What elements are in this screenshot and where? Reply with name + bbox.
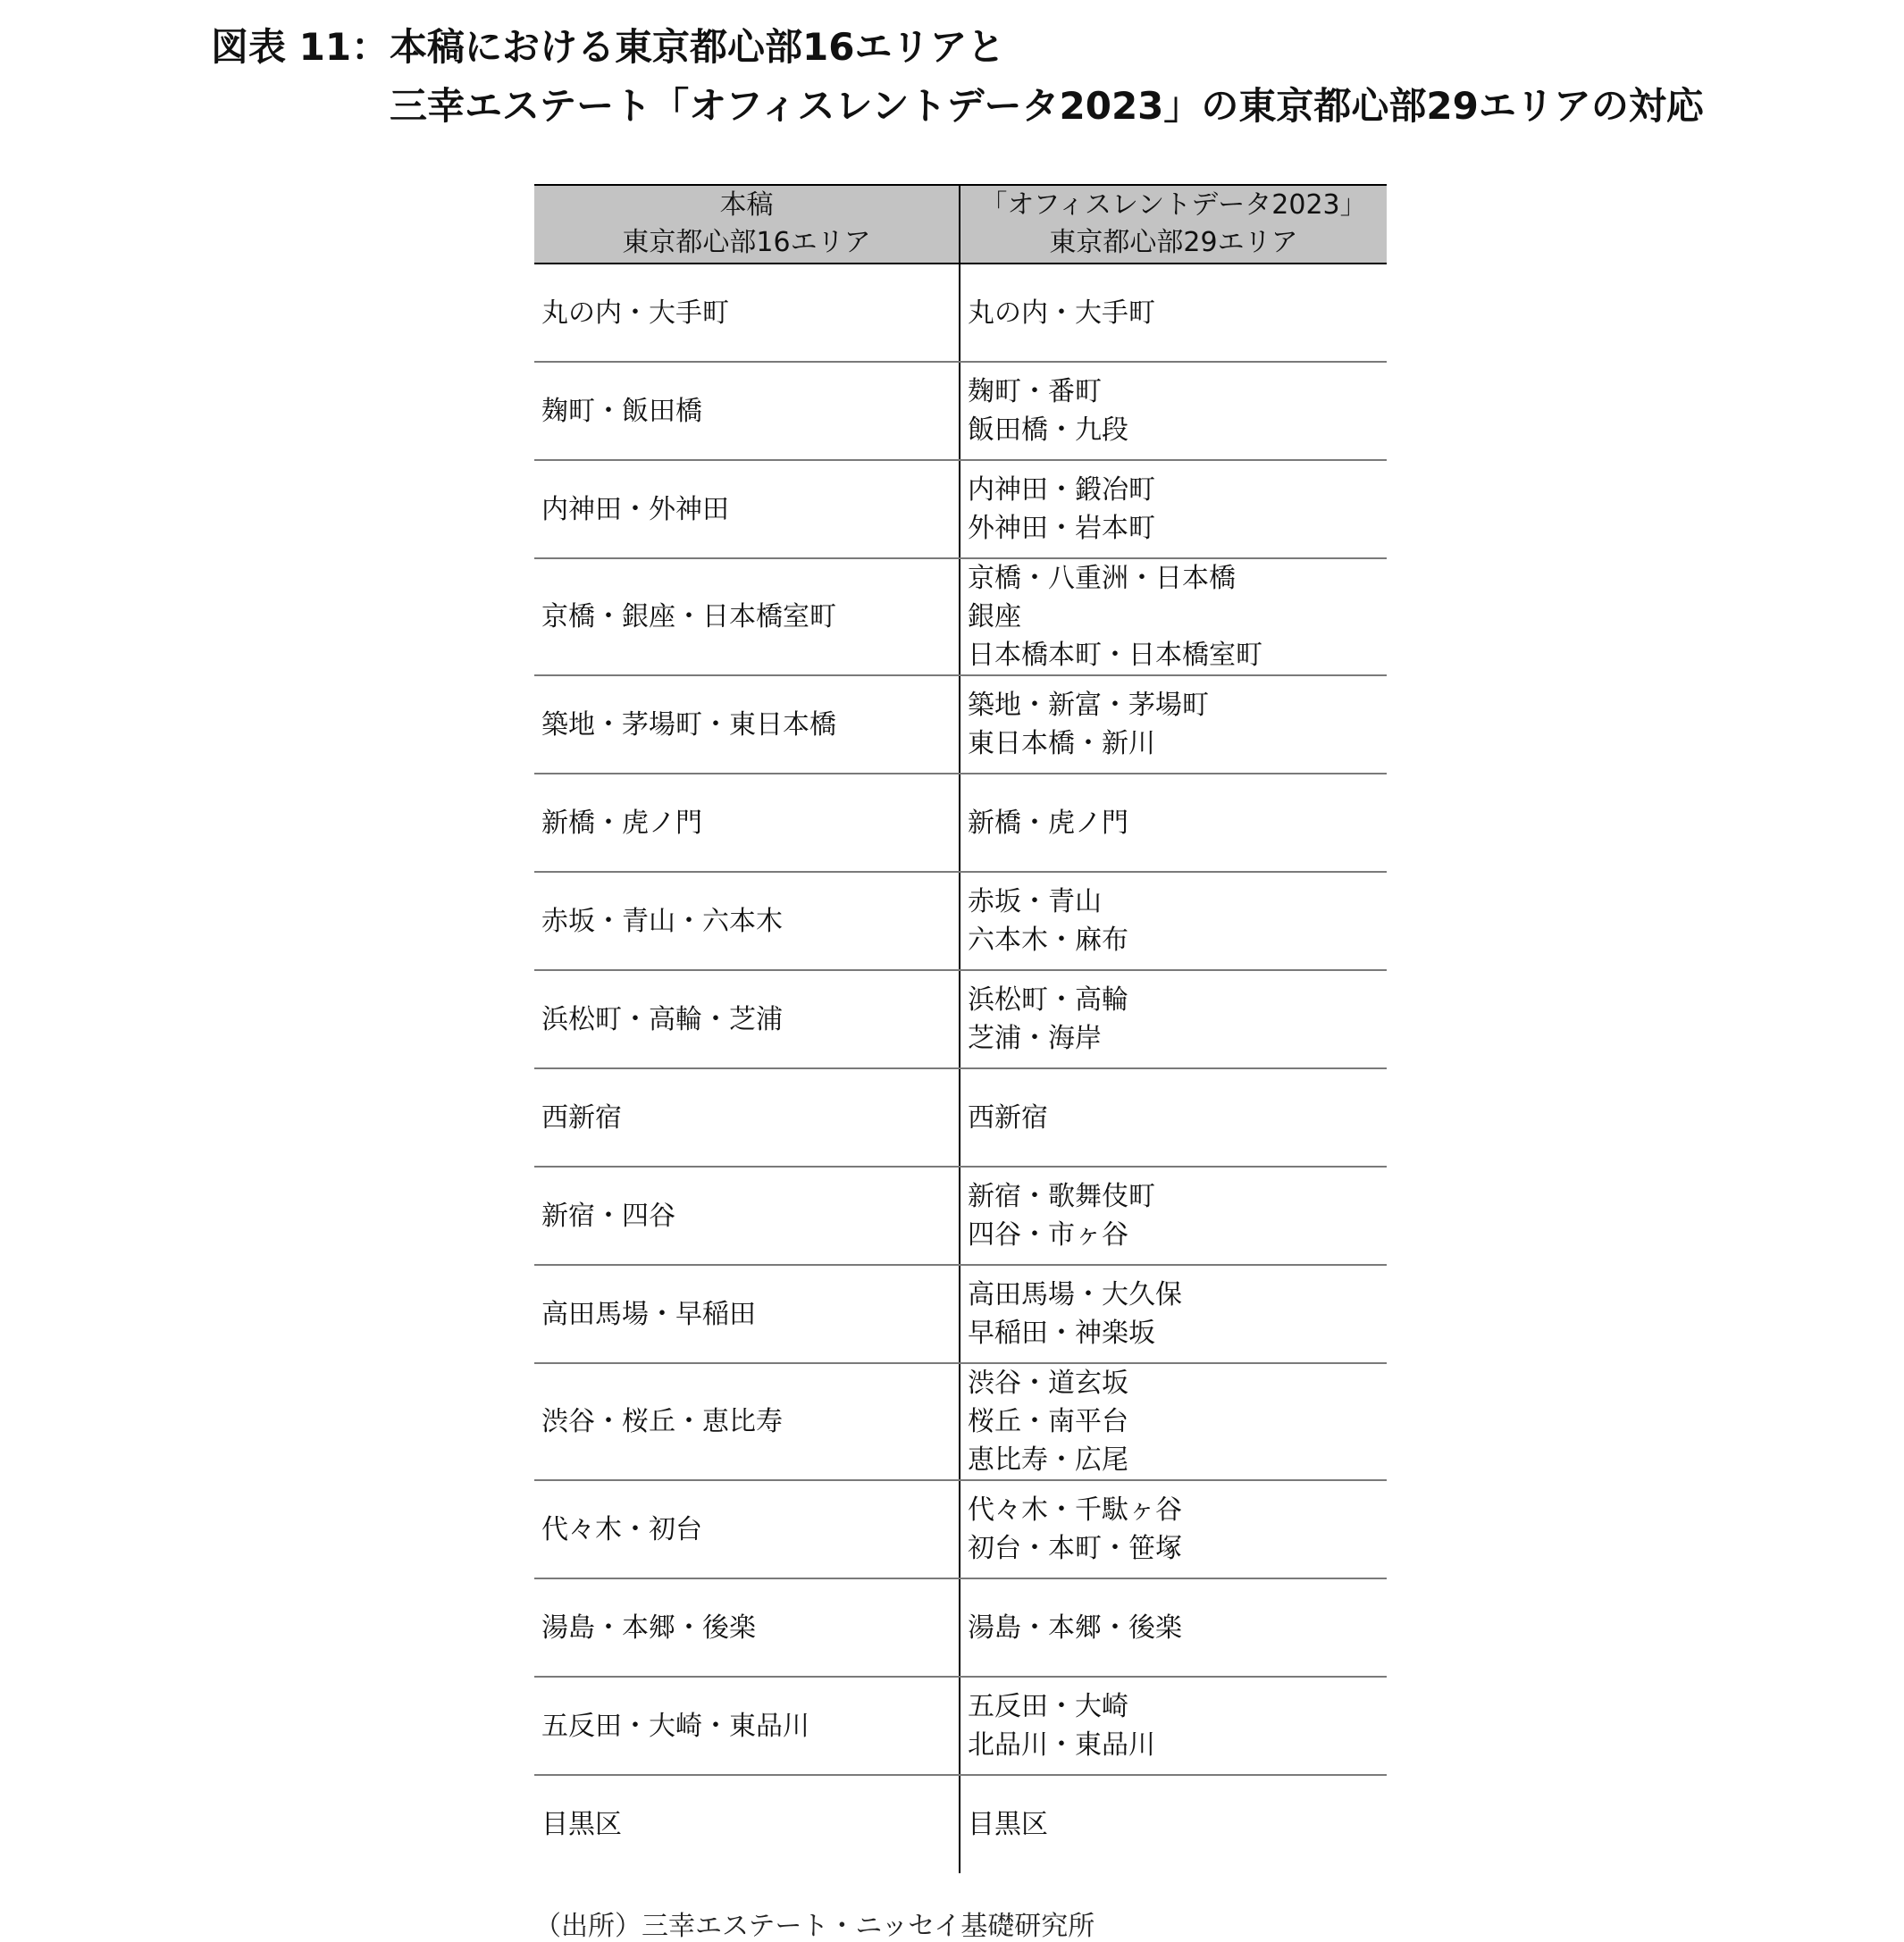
area29-line: 築地・新富・茅場町: [968, 690, 1209, 721]
table-row: [534, 872, 1387, 970]
cell-area29: [960, 1167, 1387, 1265]
area29-line: 新橋・虎ノ門: [968, 807, 1128, 839]
cell-area16: 赤坂・青山・六本木: [534, 872, 960, 970]
area29-line: 桜丘・南平台: [968, 1406, 1128, 1437]
area29-line: 新宿・歌舞伎町: [968, 1181, 1155, 1212]
table-row: [534, 264, 1387, 362]
area29-line: 日本橋本町・日本橋室町: [968, 640, 1262, 671]
header-area16: [534, 185, 960, 264]
cell-area16: 新宿・四谷: [534, 1167, 960, 1265]
table-row: [534, 774, 1387, 872]
table-row: [534, 1167, 1387, 1265]
title-text-2: 三幸エステート「オフィスレントデータ2023」の東京都心部29エリアの対応: [390, 84, 1704, 128]
area29-line: 恵比寿・広尾: [968, 1444, 1128, 1476]
table-row: [534, 1775, 1387, 1873]
area29-line: 赤坂・青山: [968, 886, 1102, 917]
table-row: [534, 1363, 1387, 1480]
figure-title: [211, 18, 1704, 136]
cell-area16: 内神田・外神田: [534, 460, 960, 558]
cell-area16: 浜松町・高輪・芝浦: [534, 970, 960, 1068]
cell-area16: 新橋・虎ノ門: [534, 774, 960, 872]
area29-line: 銀座: [968, 601, 1021, 632]
cell-area16: 湯島・本郷・後楽: [534, 1578, 960, 1677]
table-row: [534, 1265, 1387, 1363]
area29-line: 代々木・千駄ヶ谷: [968, 1494, 1182, 1526]
area29-line: 芝浦・海岸: [968, 1023, 1102, 1054]
area29-line: 外神田・岩本町: [968, 513, 1155, 544]
table-row: [534, 460, 1387, 558]
cell-area29: [960, 1265, 1387, 1363]
cell-area29: [960, 872, 1387, 970]
table-row: [534, 1677, 1387, 1775]
cell-area16: 渋谷・桜丘・恵比寿: [534, 1363, 960, 1480]
table-row: [534, 1578, 1387, 1677]
cell-area29: [960, 264, 1387, 362]
cell-area29: [960, 362, 1387, 460]
area29-line: 五反田・大崎: [968, 1691, 1128, 1722]
cell-area16: 丸の内・大手町: [534, 264, 960, 362]
area29-line: 湯島・本郷・後楽: [968, 1611, 1182, 1644]
area29-line: 丸の内・大手町: [968, 297, 1155, 329]
area29-line: 飯田橋・九段: [968, 414, 1128, 446]
cell-area29: [960, 970, 1387, 1068]
cell-area16: 麹町・飯田橋: [534, 362, 960, 460]
header-area16-line-2: 東京都心部16エリア: [622, 227, 871, 258]
title-text-1: 本稿における東京都心部16エリアと: [390, 25, 1005, 69]
cell-area29: [960, 1068, 1387, 1167]
area29-line: 京橋・八重洲・日本橋: [968, 563, 1236, 594]
area29-line: 東日本橋・新川: [968, 728, 1155, 759]
header-area29: [960, 185, 1387, 264]
table-row: [534, 558, 1387, 675]
cell-area29: [960, 558, 1387, 675]
area29-line: 内神田・鍛冶町: [968, 474, 1155, 506]
header-row: [534, 185, 1387, 264]
cell-area29: [960, 1677, 1387, 1775]
table-row: [534, 675, 1387, 774]
cell-area29: [960, 1775, 1387, 1873]
cell-area16: 目黒区: [534, 1775, 960, 1873]
area29-line: 初台・本町・笹塚: [968, 1533, 1182, 1564]
header-area16-line-1: 本稿: [719, 189, 774, 221]
area29-line: 麹町・番町: [968, 376, 1102, 407]
cell-area29: [960, 1578, 1387, 1677]
area-mapping-table: [534, 184, 1387, 1873]
area29-line: 北品川・東品川: [968, 1729, 1155, 1761]
table-row: [534, 362, 1387, 460]
cell-area29: [960, 1480, 1387, 1578]
table-row: [534, 1068, 1387, 1167]
table-row: [534, 1480, 1387, 1578]
header-area29-line-2: 東京都心部29エリア: [1049, 227, 1298, 258]
cell-area16: 京橋・銀座・日本橋室町: [534, 558, 960, 675]
cell-area16: 築地・茅場町・東日本橋: [534, 675, 960, 774]
source-note: （出所）三幸エステート・ニッセイ基礎研究所: [534, 1911, 1095, 1942]
cell-area16: 西新宿: [534, 1068, 960, 1167]
cell-area29: [960, 1363, 1387, 1480]
title-line-2: [211, 77, 1704, 136]
area29-line: 西新宿: [968, 1101, 1048, 1134]
cell-area16: 高田馬場・早稲田: [534, 1265, 960, 1363]
figure-number: 図表 11：: [211, 25, 390, 69]
cell-area29: [960, 460, 1387, 558]
area29-line: 早稲田・神楽坂: [968, 1318, 1155, 1349]
area29-line: 四谷・市ヶ谷: [968, 1219, 1128, 1251]
table-body: [534, 264, 1387, 1873]
cell-area29: [960, 774, 1387, 872]
area29-line: 六本木・麻布: [968, 925, 1128, 956]
header-area29-line-1: 「オフィスレントデータ2023」: [980, 189, 1367, 221]
cell-area29: [960, 675, 1387, 774]
cell-area16: 五反田・大崎・東品川: [534, 1677, 960, 1775]
area29-line: 目黒区: [968, 1809, 1048, 1840]
area29-line: 浜松町・高輪: [968, 984, 1128, 1016]
table-row: [534, 970, 1387, 1068]
title-line-1: [211, 18, 1704, 77]
area29-line: 高田馬場・大久保: [968, 1279, 1182, 1310]
cell-area16: 代々木・初台: [534, 1480, 960, 1578]
area29-line: 渋谷・道玄坂: [968, 1368, 1128, 1399]
